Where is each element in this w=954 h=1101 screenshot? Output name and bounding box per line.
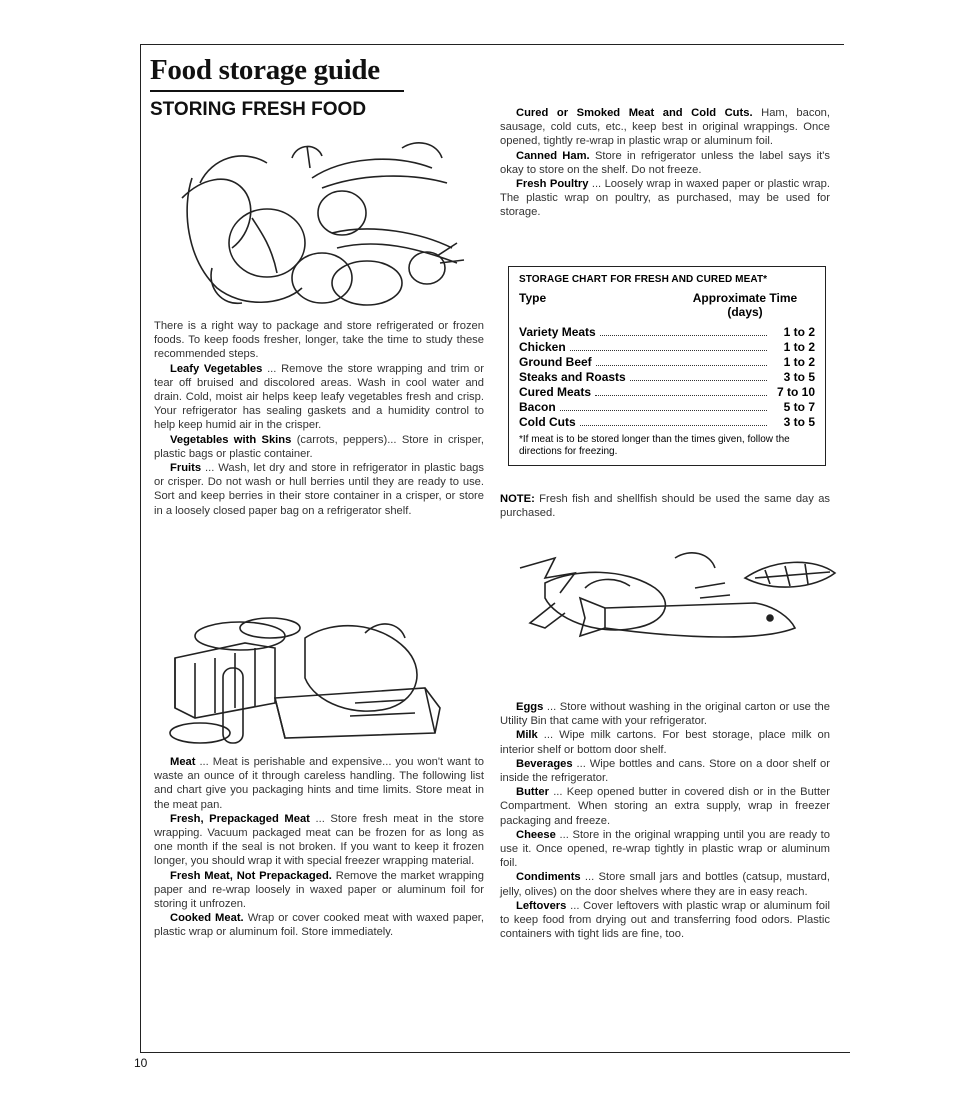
condiments-entry: Condiments ... Store small jars and bottles (catsup, mustard, jelly, olives) on the door shelves where they are in easy reach. xyxy=(500,871,830,898)
chart-col-type: Type xyxy=(519,291,547,305)
cooked-meat-entry: Cooked Meat. Wrap or cover cooked meat with waxed paper, plastic wrap or aluminum foil. Store immediately. xyxy=(154,912,485,939)
page-title: Food storage guide xyxy=(150,54,380,86)
canned-ham-entry: Canned Ham. Store in refrigerator unless the label says it's okay to store on the shelf. Do not freeze. xyxy=(500,149,830,176)
section-heading: STORING FRESH FOOD xyxy=(150,99,367,120)
chart-footnote: *If meat is to be stored longer than the times given, follow the directions for freezing. xyxy=(519,434,790,457)
seafood-illustration xyxy=(515,548,840,648)
leafy-vegetables-entry: Leafy Vegetables ... Remove the store wrapping and trim or tear off bruised and discolored areas. Wash in cool water and drain. Cold, moist air helps keep leafy vegetables fresh and crisp. Your refrigerator has sealing gaskets and a humidity control to help keep humid air in the crisper. xyxy=(154,362,484,432)
meat-illustration xyxy=(165,608,465,753)
chart-row: Steaks and Roasts 3 to 5 xyxy=(519,370,815,384)
page-frame-bottom xyxy=(140,1052,850,1053)
chart-row: Cold Cuts 3 to 5 xyxy=(519,415,815,429)
cheese-entry: Cheese ... Store in the original wrapping until you are ready to use it. Once opened, re-wrap tightly in plastic wrap or aluminum foil. xyxy=(500,828,830,870)
chart-rows xyxy=(519,325,815,430)
right-column-top xyxy=(500,106,830,220)
page-frame-top xyxy=(140,44,844,45)
chart-col-time: Approximate Time (days) xyxy=(692,291,798,319)
chart-row: Chicken 1 to 2 xyxy=(519,340,815,354)
title-underline xyxy=(150,90,404,92)
chart-row: Bacon 5 to 7 xyxy=(519,400,815,414)
beverages-entry: Beverages ... Wipe bottles and cans. Store on a door shelf or inside the refrigerator. xyxy=(500,757,831,785)
fish-note xyxy=(500,492,830,520)
milk-entry: Milk ... Wipe milk cartons. For best storage, place milk on interior shelf or bottom door shelf. xyxy=(500,729,830,756)
chart-row: Cured Meats 7 to 10 xyxy=(519,385,815,399)
leftovers-entry: Leftovers ... Cover leftovers with plastic wrap or aluminum foil to keep food from drying out and transferring food odors. Plastic containers with tight lids are fine, too. xyxy=(500,899,830,941)
intro-paragraph: There is a right way to package and store refrigerated or frozen foods. To keep foods fresher, longer, take the time to study these recommended steps. xyxy=(154,320,484,361)
page-frame-left xyxy=(140,44,141,1052)
chart-header xyxy=(519,291,815,319)
chart-title: STORAGE CHART FOR FRESH AND CURED MEAT* xyxy=(519,274,768,285)
butter-entry: Butter ... Keep opened butter in covered dish or in the Butter Compartment. When storing an extra supply, wrap in freezer packaging and freeze. xyxy=(500,786,830,827)
meat-entry: Meat ... Meat is perishable and expensive... you won't want to waste an ounce of it through careless handling. The following list and chart give you packaging hints and time limits. Store meat in the meat pan. xyxy=(154,756,484,811)
cured-meat-entry: Cured or Smoked Meat and Cold Cuts. Ham, bacon, sausage, cold cuts, etc., keep best in original wrappings. Once opened, tightly re-wrap in plastic wrap or aluminum foil. xyxy=(500,107,830,148)
eggs-entry: Eggs ... Store without washing in the original carton or use the Utility Bin that came with your refrigerator. xyxy=(500,701,830,728)
storage-chart xyxy=(508,266,826,466)
not-prepackaged-meat-entry: Fresh Meat, Not Prepackaged. Remove the market wrapping paper and re-wrap loosely in waxed paper or aluminum foil for storing it unfrozen. xyxy=(154,869,484,911)
chart-row: Ground Beef 1 to 2 xyxy=(519,355,815,369)
note-paragraph: NOTE: Fresh fish and shellfish should be used the same day as purchased. xyxy=(500,493,831,520)
fresh-poultry-entry: Fresh Poultry ... Loosely wrap in waxed paper or plastic wrap. The plastic wrap on poultry, as purchased, may be used for storage. xyxy=(500,178,830,219)
vegetables-illustration xyxy=(172,138,472,313)
page-number: 10 xyxy=(134,1056,148,1070)
chart-row: Variety Meats 1 to 2 xyxy=(519,325,815,339)
prepackaged-meat-entry: Fresh, Prepackaged Meat ... Store fresh meat in the store wrapping. Vacuum packaged meat can be frozen for as long as one month if the seal is not broken. If you want to keep it frozen longer, you should wrap it with special freezer wrapping material. xyxy=(154,812,484,868)
right-column-bottom xyxy=(500,700,830,941)
fruits-entry: Fruits ... Wash, let dry and store in refrigerator in plastic bags or crisper. Do not wash or hull berries until they are ready to use. Sort and keep berries in their store container in a crisper, or store in a loosely closed paper bag on a refrigerator shelf. xyxy=(154,462,484,517)
left-column xyxy=(154,319,484,518)
vegetables-with-skins-entry: Vegetables with Skins (carrots, peppers)... Store in crisper, plastic bags or plastic container. xyxy=(154,433,485,460)
left-column-meat xyxy=(154,755,484,940)
